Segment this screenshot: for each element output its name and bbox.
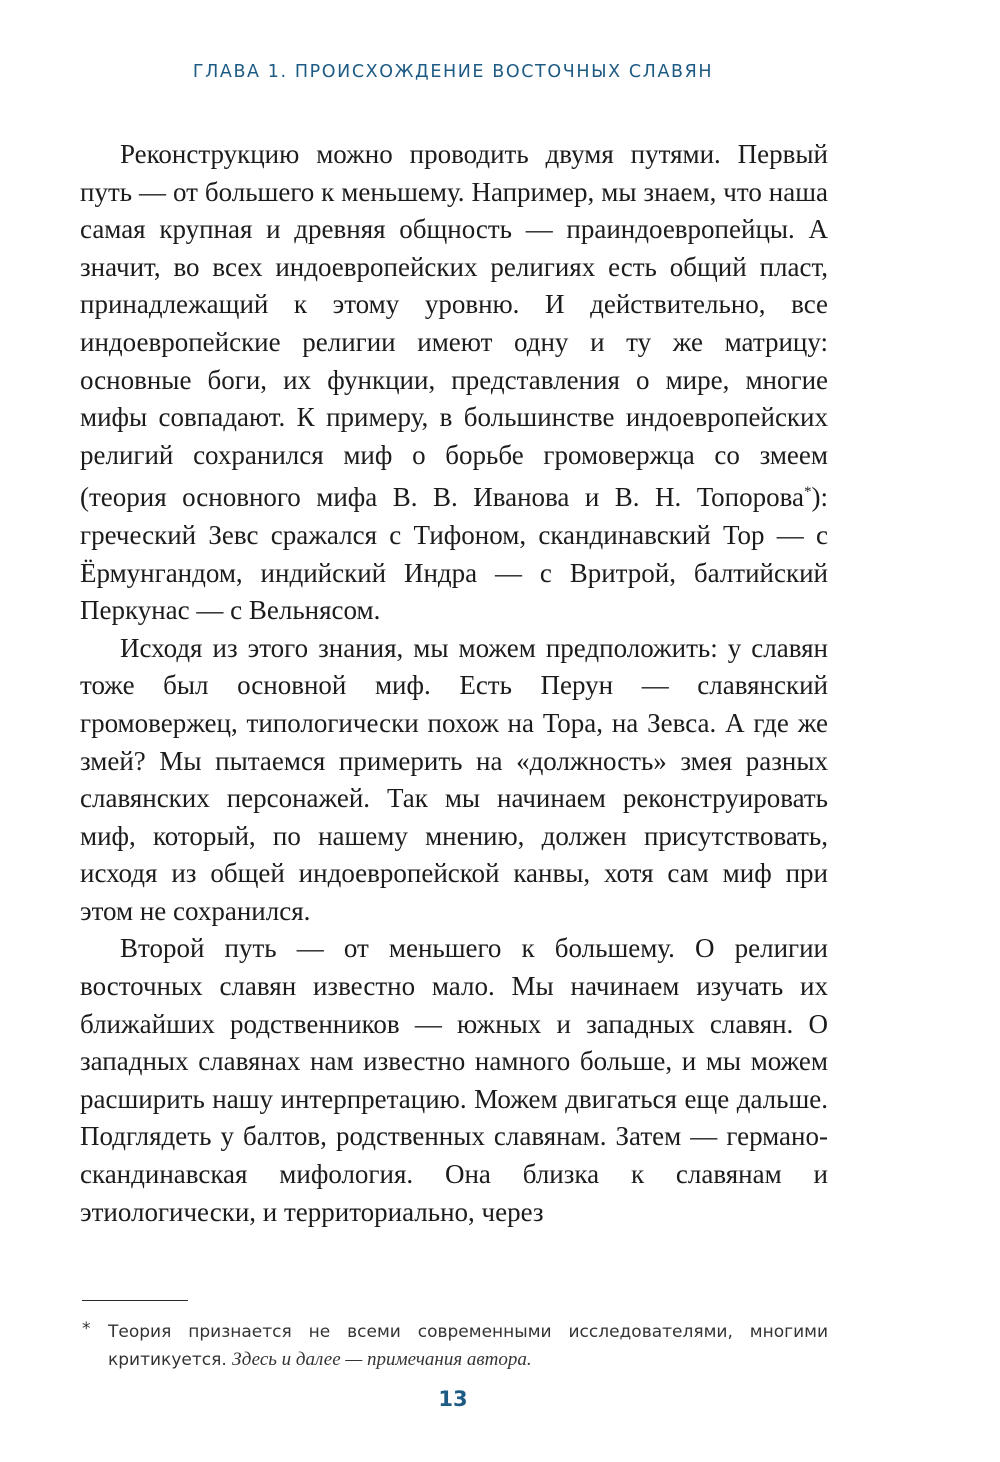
footnote-mark: *	[82, 1319, 91, 1339]
footnote-italic-note: Здесь и далее — примечания автора.	[232, 1349, 532, 1370]
running-head: ГЛАВА 1. ПРОИСХОЖДЕНИЕ ВОСТОЧНЫХ СЛАВЯН	[192, 62, 714, 82]
paragraph-text: ): греческий Зевс сражался с Тифоном, скандинавский Тор — с Ёрмунгандом, индийский Индра — с Вритрой, балтийский Перкунас — с Вельнясом.	[80, 482, 828, 626]
main-text	[80, 136, 828, 1231]
footnote	[80, 1318, 828, 1374]
footnote-divider	[82, 1300, 188, 1301]
paragraph: Исходя из этого знания, мы можем предположить: у славян тоже был основной миф. Есть Перун — славянский громовержец, типологически похож на Тора, на Зевса. А где же змей? Мы пытаемся примерить на «должность» змея разных славянских персонажей. Так мы начинаем реконструировать миф, который, по нашему мнению, должен присутствовать, исходя из общей индоевропейской канвы, хотя сам миф при этом не сохранился.	[80, 632, 828, 926]
paragraph: Второй путь — от меньшего к большему. О религии восточных славян известно мало. Мы начинаем изучать их ближайших родственников — южных и западных славян. О западных славянах нам известно намного больше, и мы можем расширить нашу интерпретацию. Можем двигаться еще дальше. Подглядеть у балтов, родственных славянам. Затем — германо-скандинавская мифология. Она близка к славянам и этиологически, и территориально, через	[80, 933, 828, 1227]
page-number: 13	[438, 1387, 468, 1411]
paragraph-text: Реконструкцию можно проводить двумя путями. Первый путь — от большего к меньшему. Например, мы знаем, что наша самая крупная и древняя общность — праиндоевропейцы. А значит, во всех индоевропейских религиях есть общий пласт, принадлежащий к этому уровню. И действительно, все индоевропейские религии имеют одну и ту же матрицу: основные боги, их функции, представления о мире, многие мифы совпадают. К примеру, в большинстве индоевропейских религий сохранился миф о борьбе громовержца со змеем (теория основного мифа В. В. Иванова и В. Н. Топорова	[80, 139, 828, 513]
footnote-text: Теория признается не всеми современными исследователями, многими критикуется.	[108, 1322, 828, 1370]
footnote-reference[interactable]: *	[804, 484, 812, 501]
paragraph	[80, 136, 828, 630]
footnote-body	[108, 1318, 828, 1374]
